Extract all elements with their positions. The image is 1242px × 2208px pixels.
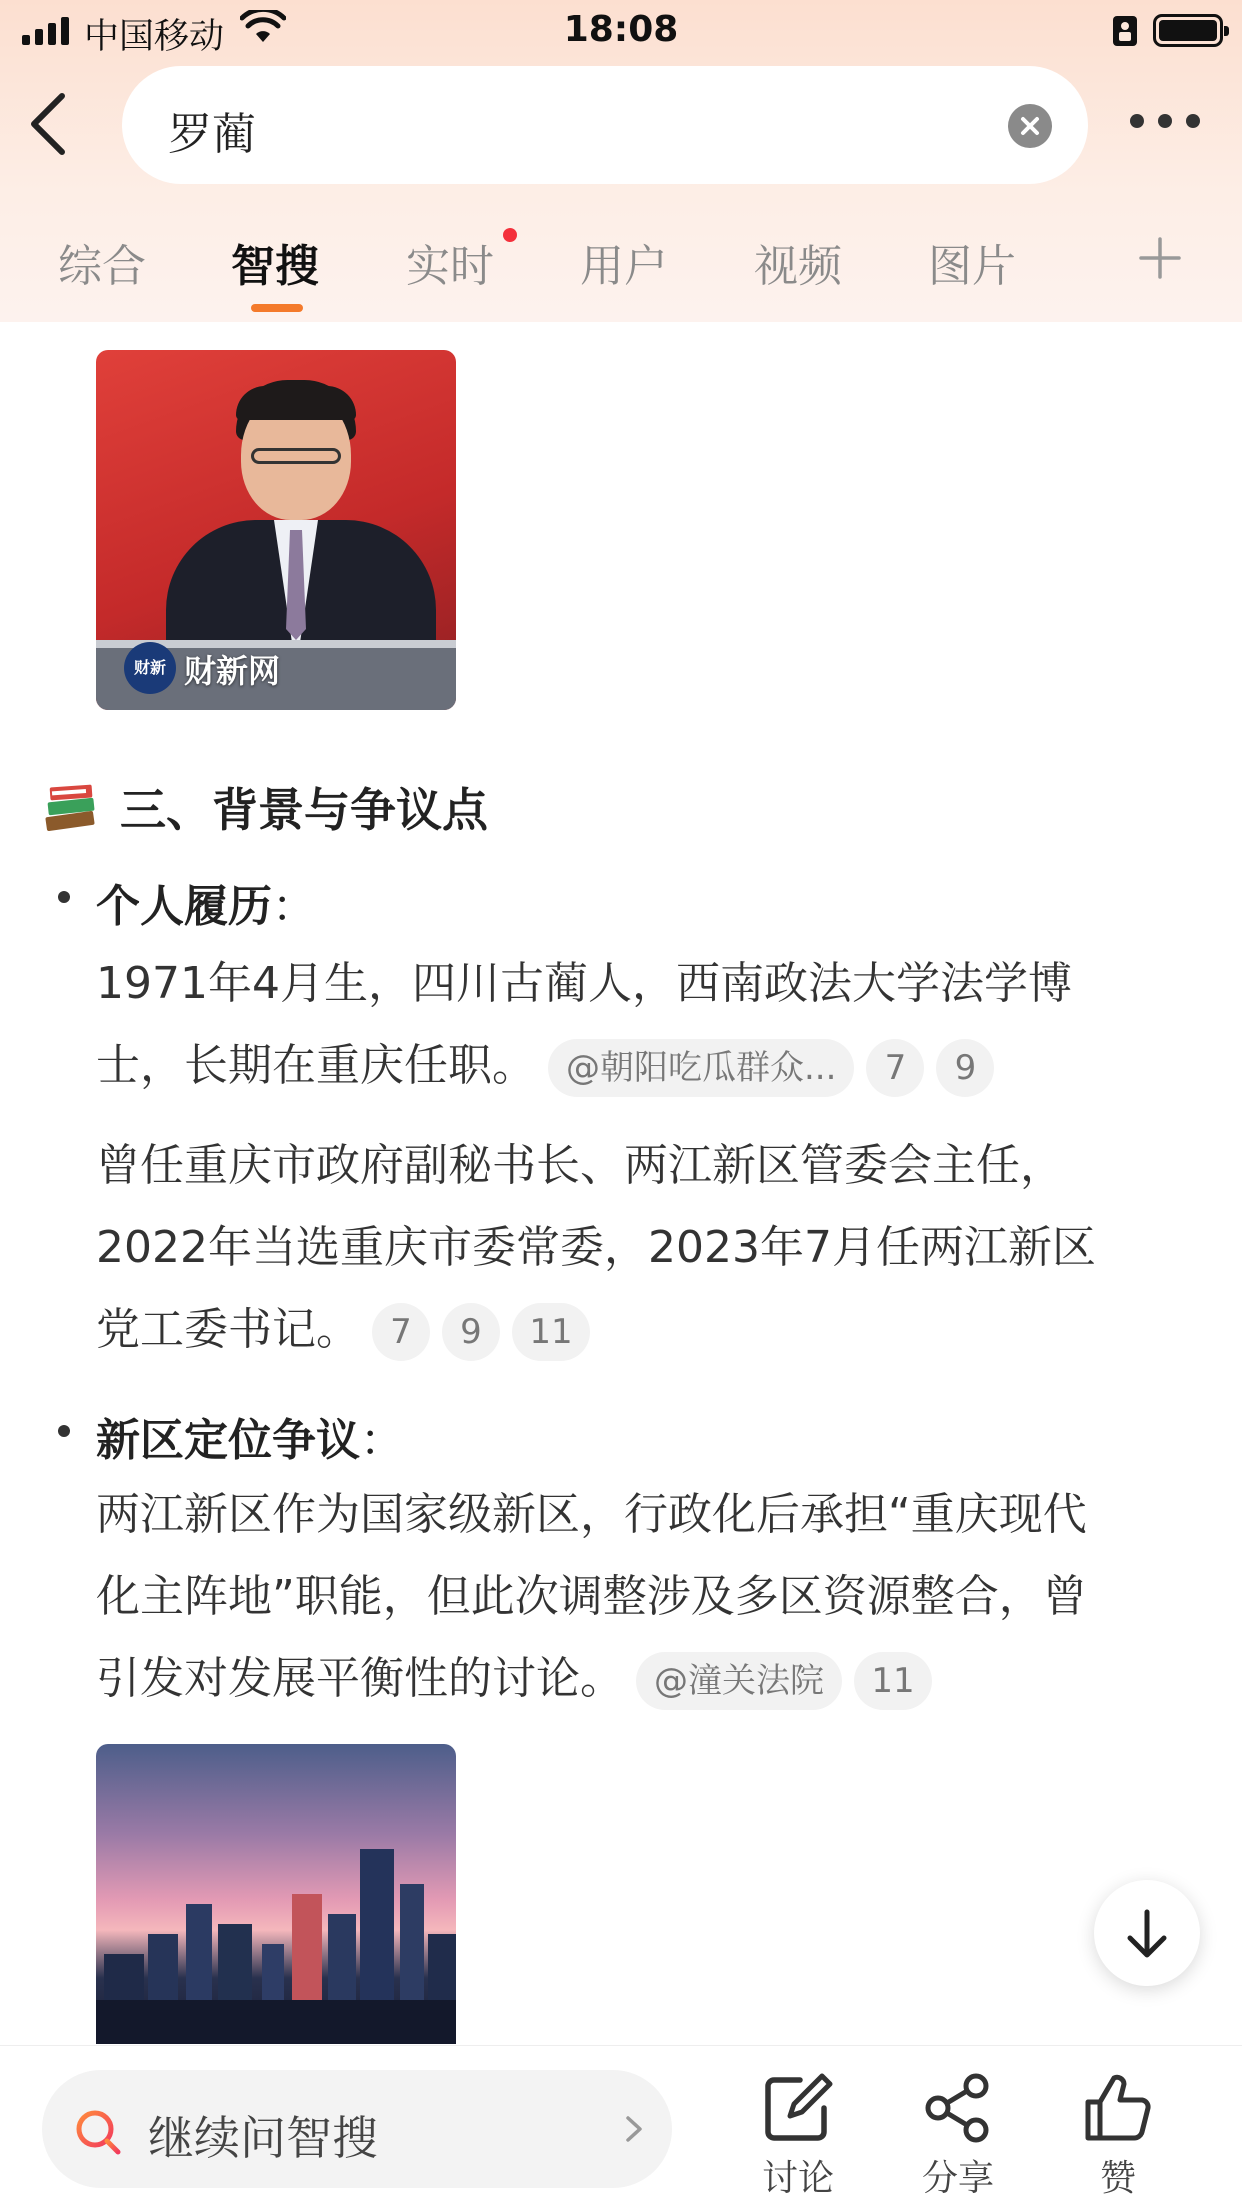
clock: 18:08 bbox=[563, 9, 679, 50]
search-input[interactable] bbox=[122, 66, 1088, 184]
search-tabs bbox=[0, 230, 1242, 310]
more-dot-icon bbox=[1130, 114, 1144, 128]
bottom-bar bbox=[0, 2045, 1242, 2208]
bullet-heading-dispute: 新区定位争议： bbox=[96, 1415, 404, 1466]
search-query: 罗蔺 bbox=[168, 109, 256, 160]
source-chip[interactable]: @潼关法院 bbox=[636, 1652, 842, 1710]
close-icon bbox=[1008, 104, 1052, 148]
citation-chip[interactable]: 9 bbox=[936, 1039, 994, 1097]
share-button[interactable] bbox=[898, 2072, 1018, 2201]
share-label: 分享 bbox=[921, 2158, 994, 2199]
section-heading bbox=[44, 774, 488, 840]
more-dot-icon bbox=[1186, 114, 1200, 128]
chevron-right-icon bbox=[622, 2114, 646, 2144]
carrier-name: 中国移动 bbox=[84, 17, 225, 57]
bullet-heading-resume: 个人履历： bbox=[96, 881, 316, 932]
back-button[interactable] bbox=[28, 92, 88, 162]
portrait-image[interactable] bbox=[96, 350, 456, 710]
tab-zhisou[interactable]: 智搜 bbox=[231, 241, 319, 292]
orientation-lock-icon bbox=[1112, 15, 1138, 47]
scroll-down-button[interactable] bbox=[1094, 1880, 1200, 1986]
resume-paragraph-2: 曾任重庆市政府副秘书长、两江新区管委会主任， 2022年当选重庆市委常委，2023年7月任两江新区 党工委书记。 7 9 11 bbox=[96, 1125, 1096, 1371]
discuss-label: 讨论 bbox=[761, 2158, 834, 2199]
continue-ask-placeholder: 继续问智搜 bbox=[148, 2111, 378, 2165]
dispute-paragraph: 两江新区作为国家级新区，行政化后承担“重庆现代 化主阵地”职能，但此次调整涉及多区资源整合，曾 引发对发展平衡性的讨论。 @潼关法院 11 bbox=[96, 1474, 1087, 1720]
bullet-dot bbox=[58, 891, 70, 903]
citation-chip[interactable]: 11 bbox=[854, 1652, 932, 1710]
like-button[interactable] bbox=[1058, 2072, 1178, 2201]
share-icon bbox=[920, 2072, 996, 2144]
status-bar bbox=[0, 0, 1242, 62]
edit-icon bbox=[760, 2072, 836, 2144]
section-title-text: 三、背景与争议点 bbox=[120, 783, 488, 837]
citation-chip[interactable]: 7 bbox=[372, 1303, 430, 1361]
more-options-button[interactable] bbox=[1130, 114, 1200, 134]
add-tab-button[interactable] bbox=[1135, 233, 1185, 283]
books-icon bbox=[44, 780, 98, 834]
active-tab-indicator bbox=[251, 304, 303, 312]
citation-chip[interactable]: 11 bbox=[512, 1303, 590, 1361]
tab-shishi[interactable]: 实时 bbox=[406, 241, 494, 292]
citation-chip[interactable]: 9 bbox=[442, 1303, 500, 1361]
caixin-logo: 财新 bbox=[124, 642, 176, 694]
tab-zonghe[interactable]: 综合 bbox=[58, 241, 146, 292]
more-dot-icon bbox=[1158, 114, 1172, 128]
ai-search-icon bbox=[72, 2106, 124, 2158]
like-label: 赞 bbox=[1099, 2158, 1136, 2199]
city-skyline-image[interactable] bbox=[96, 1744, 456, 2044]
tab-shipin[interactable]: 视频 bbox=[754, 241, 842, 292]
citation-chip[interactable]: 7 bbox=[866, 1039, 924, 1097]
tab-yonghu[interactable]: 用户 bbox=[580, 241, 668, 292]
resume-paragraph-1: 1971年4月生，四川古蔺人，西南政法大学法学博 士，长期在重庆任职。 @朝阳吃瓜群众... 7 9 bbox=[96, 943, 1072, 1107]
arrow-down-icon bbox=[1094, 1880, 1200, 1986]
battery-icon bbox=[1153, 14, 1223, 47]
new-content-dot bbox=[503, 228, 517, 242]
source-chip[interactable]: @朝阳吃瓜群众... bbox=[548, 1039, 854, 1097]
tab-tupian[interactable]: 图片 bbox=[928, 241, 1016, 292]
continue-ask-input[interactable] bbox=[42, 2070, 672, 2188]
plus-icon bbox=[1135, 233, 1185, 283]
clear-search-button[interactable] bbox=[1008, 104, 1052, 148]
thumbs-up-icon bbox=[1080, 2072, 1156, 2144]
image-watermark: 财新网 bbox=[184, 652, 281, 690]
chevron-left-icon bbox=[28, 92, 68, 156]
bullet-dot bbox=[58, 1425, 70, 1437]
discuss-button[interactable] bbox=[738, 2072, 858, 2201]
